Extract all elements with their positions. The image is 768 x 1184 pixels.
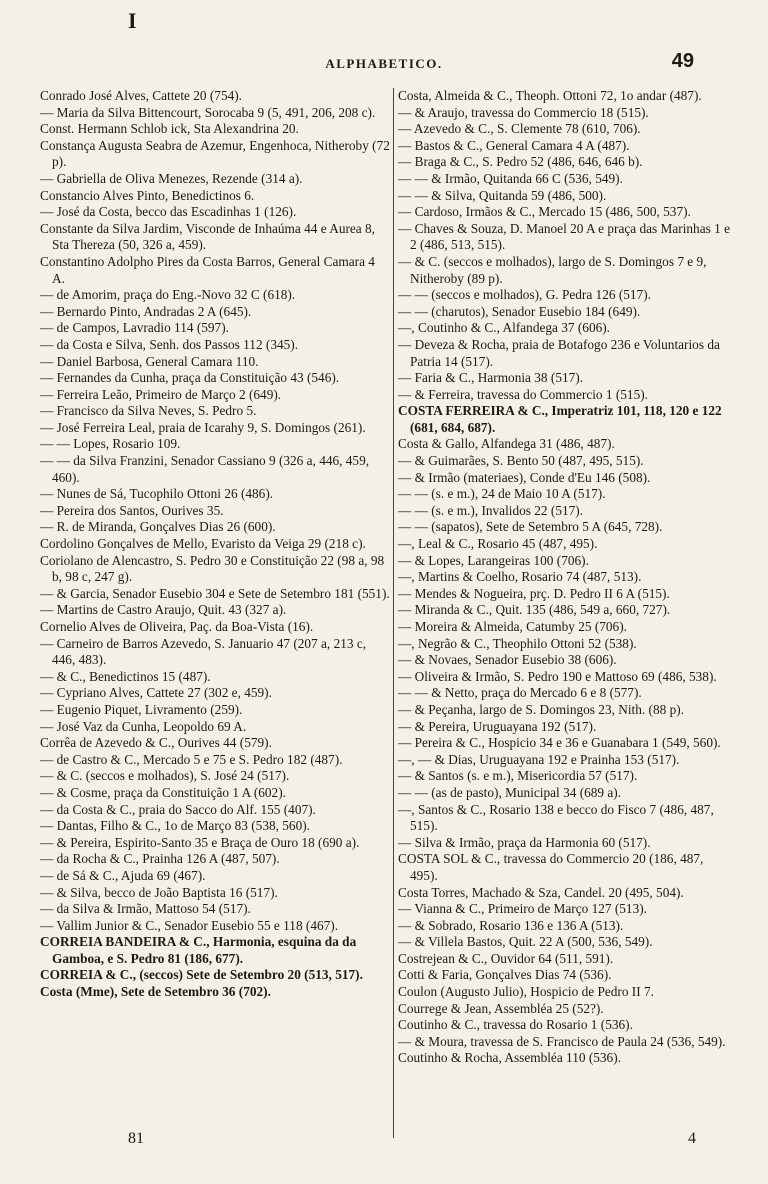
directory-entry: — & Lopes, Larangeiras 100 (706). <box>398 552 589 568</box>
footer-signature-left: 81 <box>128 1130 144 1147</box>
directory-entry: — Carneiro de Barros Azevedo, S. Januario 47 (207 a, 213 c, 446, 483). <box>40 635 367 668</box>
directory-entry: — Cypriano Alves, Cattete 27 (302 e, 459). <box>40 685 272 701</box>
right-column <box>398 88 730 1067</box>
directory-entry: — Eugenio Piquet, Livramento (259). <box>40 701 243 717</box>
left-column <box>40 88 390 1001</box>
directory-entry: — Ferreira Leão, Primeiro de Março 2 (649). <box>40 386 282 402</box>
directory-entry: COSTA SOL & C., travessa do Commercio 20 (186, 487, 495). <box>398 851 704 883</box>
directory-entry: — José da Costa, becco das Escadinhas 1 (126). <box>40 204 297 220</box>
directory-entry: — — & Silva, Quitanda 59 (486, 500). <box>398 187 607 203</box>
page-header <box>0 8 768 76</box>
directory-entry: — Faria & C., Harmonia 38 (517). <box>398 370 584 386</box>
directory-entry: — & Irmão (materiaes), Conde d'Eu 146 (508). <box>398 469 651 485</box>
directory-entry: — R. de Miranda, Gonçalves Dias 26 (600). <box>40 519 276 535</box>
directory-entry: — Deveza & Rocha, praia de Botafogo 236 e Voluntarios da Patria 14 (517). <box>398 336 720 369</box>
directory-entry: —, — & Dias, Uruguayana 192 e Prainha 153 (517). <box>398 751 680 767</box>
directory-entry: Costa Torres, Machado & Sza, Candel. 20 (495, 504). <box>398 884 684 900</box>
directory-entry: — & C., Benedictinos 15 (487). <box>40 668 211 684</box>
directory-entry: — & Novaes, Senador Eusebio 38 (606). <box>398 652 617 668</box>
directory-entry: Cotti & Faria, Gonçalves Dias 74 (536). <box>398 967 612 983</box>
directory-entry: — Pereira & C., Hospicio 34 e 36 e Guanabara 1 (549, 560). <box>398 735 721 751</box>
directory-entry: —, Coutinho & C., Alfandega 37 (606). <box>398 320 610 336</box>
directory-entry: — Bastos & C., General Camara 4 A (487). <box>398 137 630 153</box>
directory-entry: — da Silva & Irmão, Mattoso 54 (517). <box>40 901 251 917</box>
directory-entry: Costa, Almeida & C., Theoph. Ottoni 72, 1o andar (487). <box>398 88 702 103</box>
directory-entry: — José Ferreira Leal, praia de Icarahy 9, S. Domingos (261). <box>40 419 366 435</box>
directory-entry: — Fernandes da Cunha, praça da Constituição 43 (546). <box>40 370 340 386</box>
directory-entry: — & Santos (s. e m.), Misericordia 57 (517). <box>398 768 638 784</box>
directory-entry: — & Peçanha, largo de S. Domingos 23, Nith. (88 p). <box>398 701 684 717</box>
directory-entry: — & Garcia, Senador Eusebio 304 e Sete de Setembro 181 (551). <box>40 585 390 601</box>
directory-entry: Constança Augusta Seabra de Azemur, Engenhoca, Nitheroby (72 p). <box>40 137 390 170</box>
directory-entry: CORREIA BANDEIRA & C., Harmonia, esquina da da Gamboa, e S. Pedro 81 (186, 677). <box>40 934 357 966</box>
directory-entry: Constante da Silva Jardim, Visconde de Inhaúma 44 e Aurea 8, Sta Thereza (50, 326 a, 459). <box>40 220 375 253</box>
directory-entry: Costrejean & C., Ouvidor 64 (511, 591). <box>398 950 614 966</box>
directory-entry: Cornelio Alves de Oliveira, Paç. da Boa-Vista (16). <box>40 619 314 634</box>
directory-entry: — Cardoso, Irmãos & C., Mercado 15 (486, 500, 537). <box>398 204 691 220</box>
directory-entry: — Francisco da Silva Neves, S. Pedro 5. <box>40 403 257 419</box>
directory-entry: — & Guimarães, S. Bento 50 (487, 495, 515). <box>398 453 644 469</box>
directory-entry: — & Villela Bastos, Quit. 22 A (500, 536, 549). <box>398 934 653 950</box>
directory-entry: — Daniel Barbosa, General Camara 110. <box>40 353 259 369</box>
directory-entry: — Mendes & Nogueira, prç. D. Pedro II 6 A (515). <box>398 585 670 601</box>
directory-entry: — de Castro & C., Mercado 5 e 75 e S. Pedro 182 (487). <box>40 751 343 767</box>
directory-entry: — — (sapatos), Sete de Setembro 5 A (645, 728). <box>398 519 663 535</box>
corner-mark: I <box>128 8 137 33</box>
directory-entry: — — da Silva Franzini, Senador Cassiano 9 (326 a, 446, 459, 460). <box>40 453 370 485</box>
directory-entry: —, Santos & C., Rosario 138 e becco do Fisco 7 (486, 487, 515). <box>398 801 714 834</box>
footer-signature-right: 4 <box>688 1130 696 1147</box>
directory-entry: — & Araujo, travessa do Commercio 18 (515). <box>398 104 649 120</box>
directory-entry: — Bernardo Pinto, Andradas 2 A (645). <box>40 303 252 319</box>
directory-entry: Coutinho & C., travessa do Rosario 1 (536). <box>398 1017 633 1033</box>
directory-entry: Costa & Gallo, Alfandega 31 (486, 487). <box>398 436 615 452</box>
directory-entry: — & Silva, becco de João Baptista 16 (517). <box>40 884 278 900</box>
directory-entry: —, Negrão & C., Theophilo Ottoni 52 (538). <box>398 635 637 651</box>
directory-entry: — Maria da Silva Bittencourt, Sorocaba 9 (5, 491, 206, 208 c). <box>40 104 376 120</box>
directory-entry: — da Costa e Silva, Senh. dos Passos 112 (345). <box>40 336 299 352</box>
directory-entry: — & Moura, travessa de S. Francisco de Paula 24 (536, 549). <box>398 1033 726 1049</box>
directory-entry: — — (s. e m.), Invalidos 22 (517). <box>398 502 584 518</box>
directory-entry: — — & Netto, praça do Mercado 6 e 8 (577). <box>398 685 642 701</box>
running-title: ALPHABETICO. <box>325 56 443 71</box>
directory-entry: — — (s. e m.), 24 de Maio 10 A (517). <box>398 486 606 502</box>
directory-entry: — Vianna & C., Primeiro de Março 127 (513). <box>398 901 647 917</box>
directory-entry: Cordolino Gonçalves de Mello, Evaristo da Veiga 29 (218 c). <box>40 536 366 552</box>
directory-entry: Coutinho & Rocha, Assembléa 110 (536). <box>398 1050 621 1066</box>
directory-entry: Constantino Adolpho Pires da Costa Barros, General Camara 4 A. <box>40 253 375 286</box>
directory-entry: — — Lopes, Rosario 109. <box>40 436 181 452</box>
directory-entry: — & Pereira, Espirito-Santo 35 e Braça de Ouro 18 (690 a). <box>40 834 360 850</box>
directory-entry: Const. Hermann Schlob ick, Sta Alexandrina 20. <box>40 121 299 137</box>
directory-entry: —, Leal & C., Rosario 45 (487, 495). <box>398 536 598 552</box>
directory-entry: — Oliveira & Irmão, S. Pedro 190 e Mattoso 69 (486, 538). <box>398 668 717 684</box>
directory-entry: —, Martins & Coelho, Rosario 74 (487, 513). <box>398 569 642 585</box>
directory-entry: — José Vaz da Cunha, Leopoldo 69 A. <box>40 718 247 734</box>
directory-entry: Constancio Alves Pinto, Benedictinos 6. <box>40 187 255 203</box>
directory-entry: — & C. (seccos e molhados), S. José 24 (517). <box>40 768 290 784</box>
directory-entry: — & Sobrado, Rosario 136 e 136 A (513). <box>398 917 624 933</box>
directory-entry: — — (as de pasto), Municipal 34 (689 a). <box>398 784 622 800</box>
directory-entry: Coriolano de Alencastro, S. Pedro 30 e Constituição 22 (98 a, 98 b, 98 c, 247 g). <box>40 552 385 585</box>
directory-entry: — Gabriella de Oliva Menezes, Rezende (314 a). <box>40 170 303 186</box>
directory-entry: Costa (Mme), Sete de Setembro 36 (702). <box>40 984 271 1000</box>
directory-entry: — Chaves & Souza, D. Manoel 20 A e praça das Marinhas 1 e 2 (486, 513, 515). <box>398 220 730 253</box>
directory-heading-entry: COSTA FERREIRA & C., Imperatriz 101, 118, 120 e 122 (681, 684, 687). <box>398 403 722 435</box>
directory-entry: — Azevedo & C., S. Clemente 78 (610, 706). <box>398 121 641 137</box>
directory-entry: Courrege & Jean, Assembléa 25 (52?). <box>398 1000 604 1016</box>
directory-entry: — — (charutos), Senador Eusebio 184 (649). <box>398 303 641 319</box>
directory-entry: — & Cosme, praça da Constituição 1 A (602). <box>40 784 286 800</box>
directory-entry: — & C. (seccos e molhados), largo de S. Domingos 7 e 9, Nitheroby (89 p). <box>398 253 707 286</box>
page-number: 49 <box>671 50 694 72</box>
column-divider <box>393 88 394 1138</box>
directory-entry: — Silva & Irmão, praça da Harmonia 60 (517). <box>398 834 651 850</box>
directory-entry: — Vallim Junior & C., Senador Eusebio 55 e 118 (467). <box>40 917 339 933</box>
directory-entry: — Moreira & Almeida, Catumby 25 (706). <box>398 619 627 634</box>
directory-entry: CORREIA & C., (seccos) Sete de Setembro 20 (513, 517). <box>40 967 363 983</box>
directory-entry: — Dantas, Filho & C., 1o de Março 83 (538, 560). <box>40 818 310 834</box>
directory-entry: — & Pereira, Uruguayana 192 (517). <box>398 718 597 734</box>
directory-entry: — Braga & C., S. Pedro 52 (486, 646, 646 b). <box>398 154 643 170</box>
directory-entry: — da Costa & C., praia do Sacco do Alf. 155 (407). <box>40 801 316 817</box>
directory-entry: Coulon (Augusto Julio), Hospicio de Pedro II 7. <box>398 984 654 1000</box>
directory-entry: — Martins de Castro Araujo, Quit. 43 (327 a). <box>40 602 287 618</box>
directory-entry: — de Amorim, praça do Eng.-Novo 32 C (618). <box>40 287 296 303</box>
directory-entry: — Miranda & C., Quit. 135 (486, 549 a, 660, 727). <box>398 602 671 618</box>
directory-entry: — — & Irmão, Quitanda 66 C (536, 549). <box>398 170 623 186</box>
directory-entry: — — (seccos e molhados), G. Pedra 126 (517). <box>398 287 651 303</box>
directory-entry: — Nunes de Sá, Tucophilo Ottoni 26 (486). <box>40 486 274 502</box>
directory-entry: — Pereira dos Santos, Ourives 35. <box>40 502 224 518</box>
directory-entry: Corrêa de Azevedo & C., Ourives 44 (579). <box>40 735 272 751</box>
directory-entry: — da Rocha & C., Prainha 126 A (487, 507). <box>40 851 280 867</box>
directory-entry: Conrado José Alves, Cattete 20 (754). <box>40 88 243 103</box>
directory-entry: — & Ferreira, travessa do Commercio 1 (515). <box>398 386 648 402</box>
directory-entry: — de Sá & C., Ajuda 69 (467). <box>40 867 206 883</box>
directory-entry: — de Campos, Lavradio 114 (597). <box>40 320 229 336</box>
